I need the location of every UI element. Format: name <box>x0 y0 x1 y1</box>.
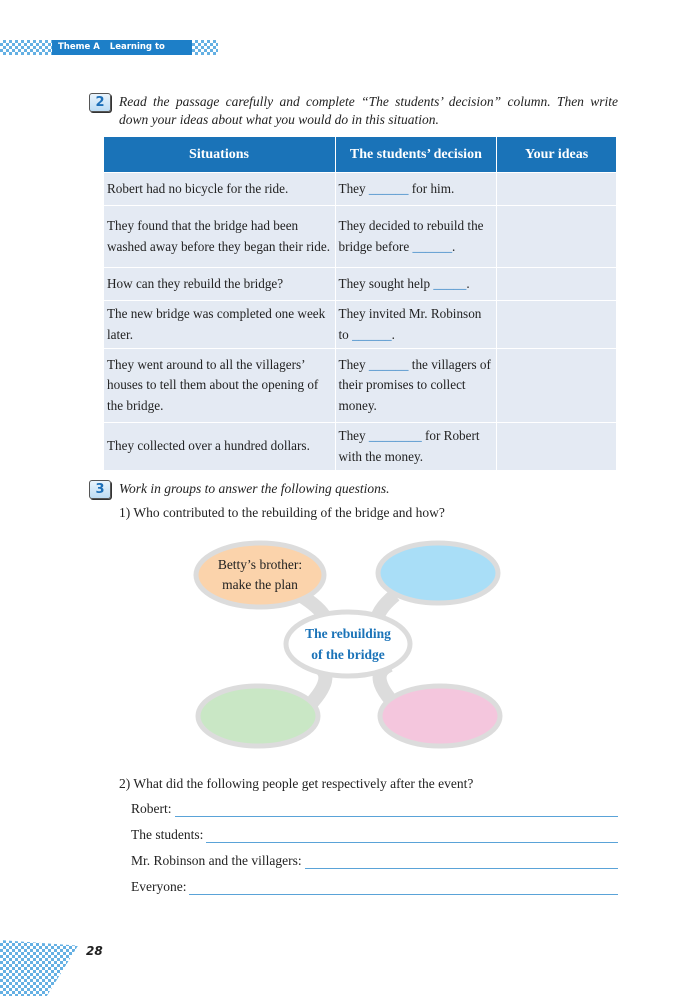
decision-cell: They decided to rebuild the bridge before ______. <box>335 206 497 268</box>
center-text: The rebuilding <box>305 626 391 641</box>
fill-blank[interactable]: ______ <box>412 238 453 254</box>
table-row <box>104 349 617 423</box>
ideas-cell[interactable] <box>497 423 617 471</box>
node-center <box>286 612 410 676</box>
decision-cell: They ______ the villagers of their promises to collect money. <box>335 349 497 423</box>
node-blue <box>378 543 498 603</box>
fill-blank[interactable]: ______ <box>368 180 409 196</box>
situation-cell: How can they rebuild the bridge? <box>104 268 336 301</box>
fill-blank[interactable]: ______ <box>368 356 409 372</box>
answer-label: The students: <box>131 827 204 842</box>
theme-label: Theme A <box>58 42 100 52</box>
exercise-number-badge: 3 <box>89 480 111 499</box>
answer-label: Everyone: <box>131 879 187 894</box>
node1-text: make the plan <box>222 577 298 592</box>
ideas-cell[interactable] <box>497 268 617 301</box>
answer-label: Robert: <box>131 801 172 816</box>
exercise-instruction: Work in groups to answer the following questions. <box>119 481 390 496</box>
situation-cell: Robert had no bicycle for the ride. <box>104 173 336 206</box>
node-green <box>198 686 318 746</box>
situation-cell: They found that the bridge had been washed away before they began their ride. <box>104 206 336 268</box>
table-row <box>104 173 617 206</box>
fill-blank[interactable]: ________ <box>368 428 422 443</box>
ideas-cell[interactable] <box>497 301 617 349</box>
checker-decoration <box>192 40 218 55</box>
theme-banner <box>52 40 192 67</box>
question-1: 1) Who contributed to the rebuilding of the bridge and how? <box>119 505 445 520</box>
exercise-number-badge: 2 <box>89 93 111 112</box>
table-row <box>104 301 617 349</box>
fill-blank[interactable]: ______ <box>352 326 392 342</box>
answer-label: Mr. Robinson and the villagers: <box>131 853 302 868</box>
decision-cell: They invited Mr. Robinson to ______. <box>335 301 497 349</box>
column-header: The students’ decision <box>335 137 497 173</box>
fill-blank[interactable]: _____ <box>433 275 467 291</box>
table-row <box>104 423 617 471</box>
theme-title: Learning to Know <box>58 42 165 67</box>
answer-line-students[interactable] <box>131 827 618 843</box>
ideas-cell[interactable] <box>497 349 617 423</box>
decision-cell: They sought help _____. <box>335 268 497 301</box>
answer-line-robinson[interactable] <box>131 853 618 869</box>
question-2: 2) What did the following people get respectively after the event? <box>119 776 474 791</box>
center-text: of the bridge <box>311 647 385 662</box>
situation-cell: They went around to all the villagers’ houses to tell them about the opening of the bridge. <box>104 349 336 423</box>
column-header: Your ideas <box>497 137 617 173</box>
answer-line-robert[interactable] <box>131 801 618 817</box>
column-header: Situations <box>104 137 336 173</box>
answer-line-everyone[interactable] <box>131 879 618 895</box>
ideas-cell[interactable] <box>497 206 617 268</box>
checker-decoration <box>0 40 52 55</box>
page-number: 28 <box>86 944 103 958</box>
table-row <box>104 268 617 301</box>
exercise-instruction: Read the passage carefully and complete “The students’ decision” column. Then write down your ideas about what you would do in this situation. <box>119 94 618 127</box>
node-pink <box>380 686 500 746</box>
situation-cell: The new bridge was completed one week later. <box>104 301 336 349</box>
decision-cell: They ______ for him. <box>335 173 497 206</box>
ideas-cell[interactable] <box>497 173 617 206</box>
situation-cell: They collected over a hundred dollars. <box>104 423 336 471</box>
node-orange <box>196 543 324 607</box>
decision-cell: They ________ for Robert with the money. <box>335 423 497 471</box>
node1-text: Betty’s brother: <box>217 557 303 572</box>
mind-map <box>190 540 510 750</box>
decision-table <box>103 137 617 471</box>
checker-decoration <box>0 940 78 996</box>
table-row <box>104 206 617 268</box>
